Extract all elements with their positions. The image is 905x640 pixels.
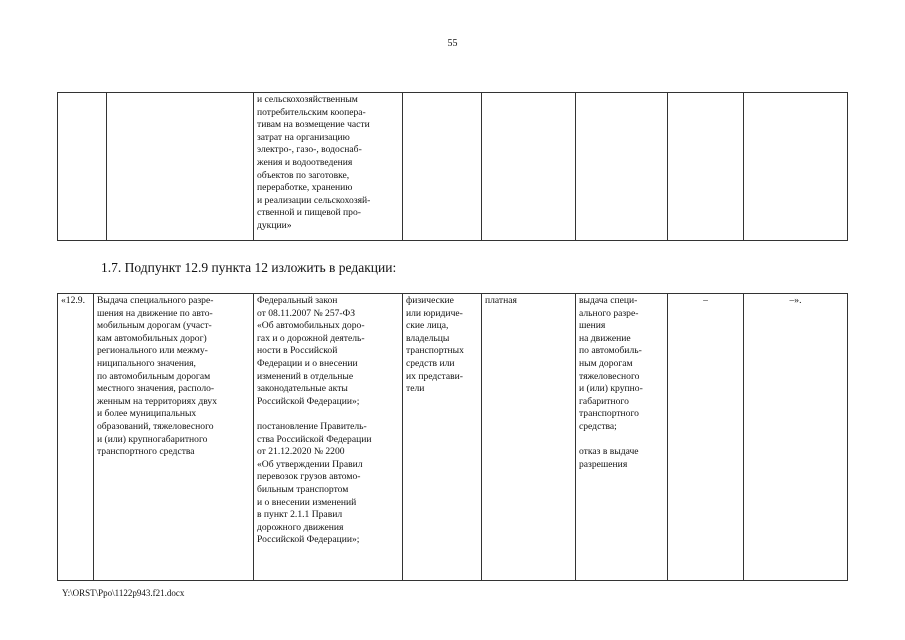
applicants-cell: физические или юридиче- ские лица, владельцы транспортных средств или их представи- тели [403,294,482,581]
table-cell [668,93,744,241]
table-cell [576,93,668,241]
dash-cell: – [668,294,744,581]
table-cell [744,93,848,241]
dash-end-cell: –». [744,294,848,581]
item-number-cell: «12.9. [58,294,94,581]
table-cell [58,93,107,241]
continued-table [57,92,848,241]
service-name-cell: Выдача специального разре- шения на движение по авто- мобильным дорогам (участ- кам автомобильных дорог) регионального или межму- ниципального значения, по автомобильным дорогам местного значения, располо- женным на территориях двух и более муниципальных образований, тяжеловесного и (или) крупногабаритного транспортного средства [94,294,254,581]
footer-file-path: Y:\ORST\Ppo\1122p943.f21.docx [62,588,185,598]
page-number: 55 [447,38,458,49]
table-row [58,294,848,581]
table-cell [403,93,482,241]
section-heading: 1.7. Подпункт 12.9 пункта 12 изложить в редакции: [101,260,397,275]
table-row [58,93,848,241]
service-table [57,293,848,581]
legal-basis-cell: Федеральный закон от 08.11.2007 № 257-ФЗ «Об автомобильных доро- гах и о дорожной деятель- ности в Российской Федерации и о внесении изменений в отдельные законодательные акты Российской Федерации»; постановление Правитель- ства Российской Федерации от 21.12.2020 № 2200 «Об утверждении Правил перевозок грузов автомо- бильным транспортом и о внесении изменений в пункт 2.1.1 Правил дорожного движения Российской Федерации»; [254,294,403,581]
table-cell: и сельскохозяйственным потребительским коопера- тивам на возмещение части затрат на организацию электро-, газо-, водоснаб- жения и водоотведения объектов по заготовке, переработке, хранению и реализации сельскохозяй- ственной и пищевой про- дукции» [254,93,403,241]
result-cell: выдача специ- ального разре- шения на движение по автомобиль- ным дорогам тяжеловесного и (или) крупно- габаритного транспортного средства; отказ в выдаче разрешения [576,294,668,581]
payment-cell: платная [482,294,576,581]
table-cell [107,93,254,241]
table-cell [482,93,576,241]
